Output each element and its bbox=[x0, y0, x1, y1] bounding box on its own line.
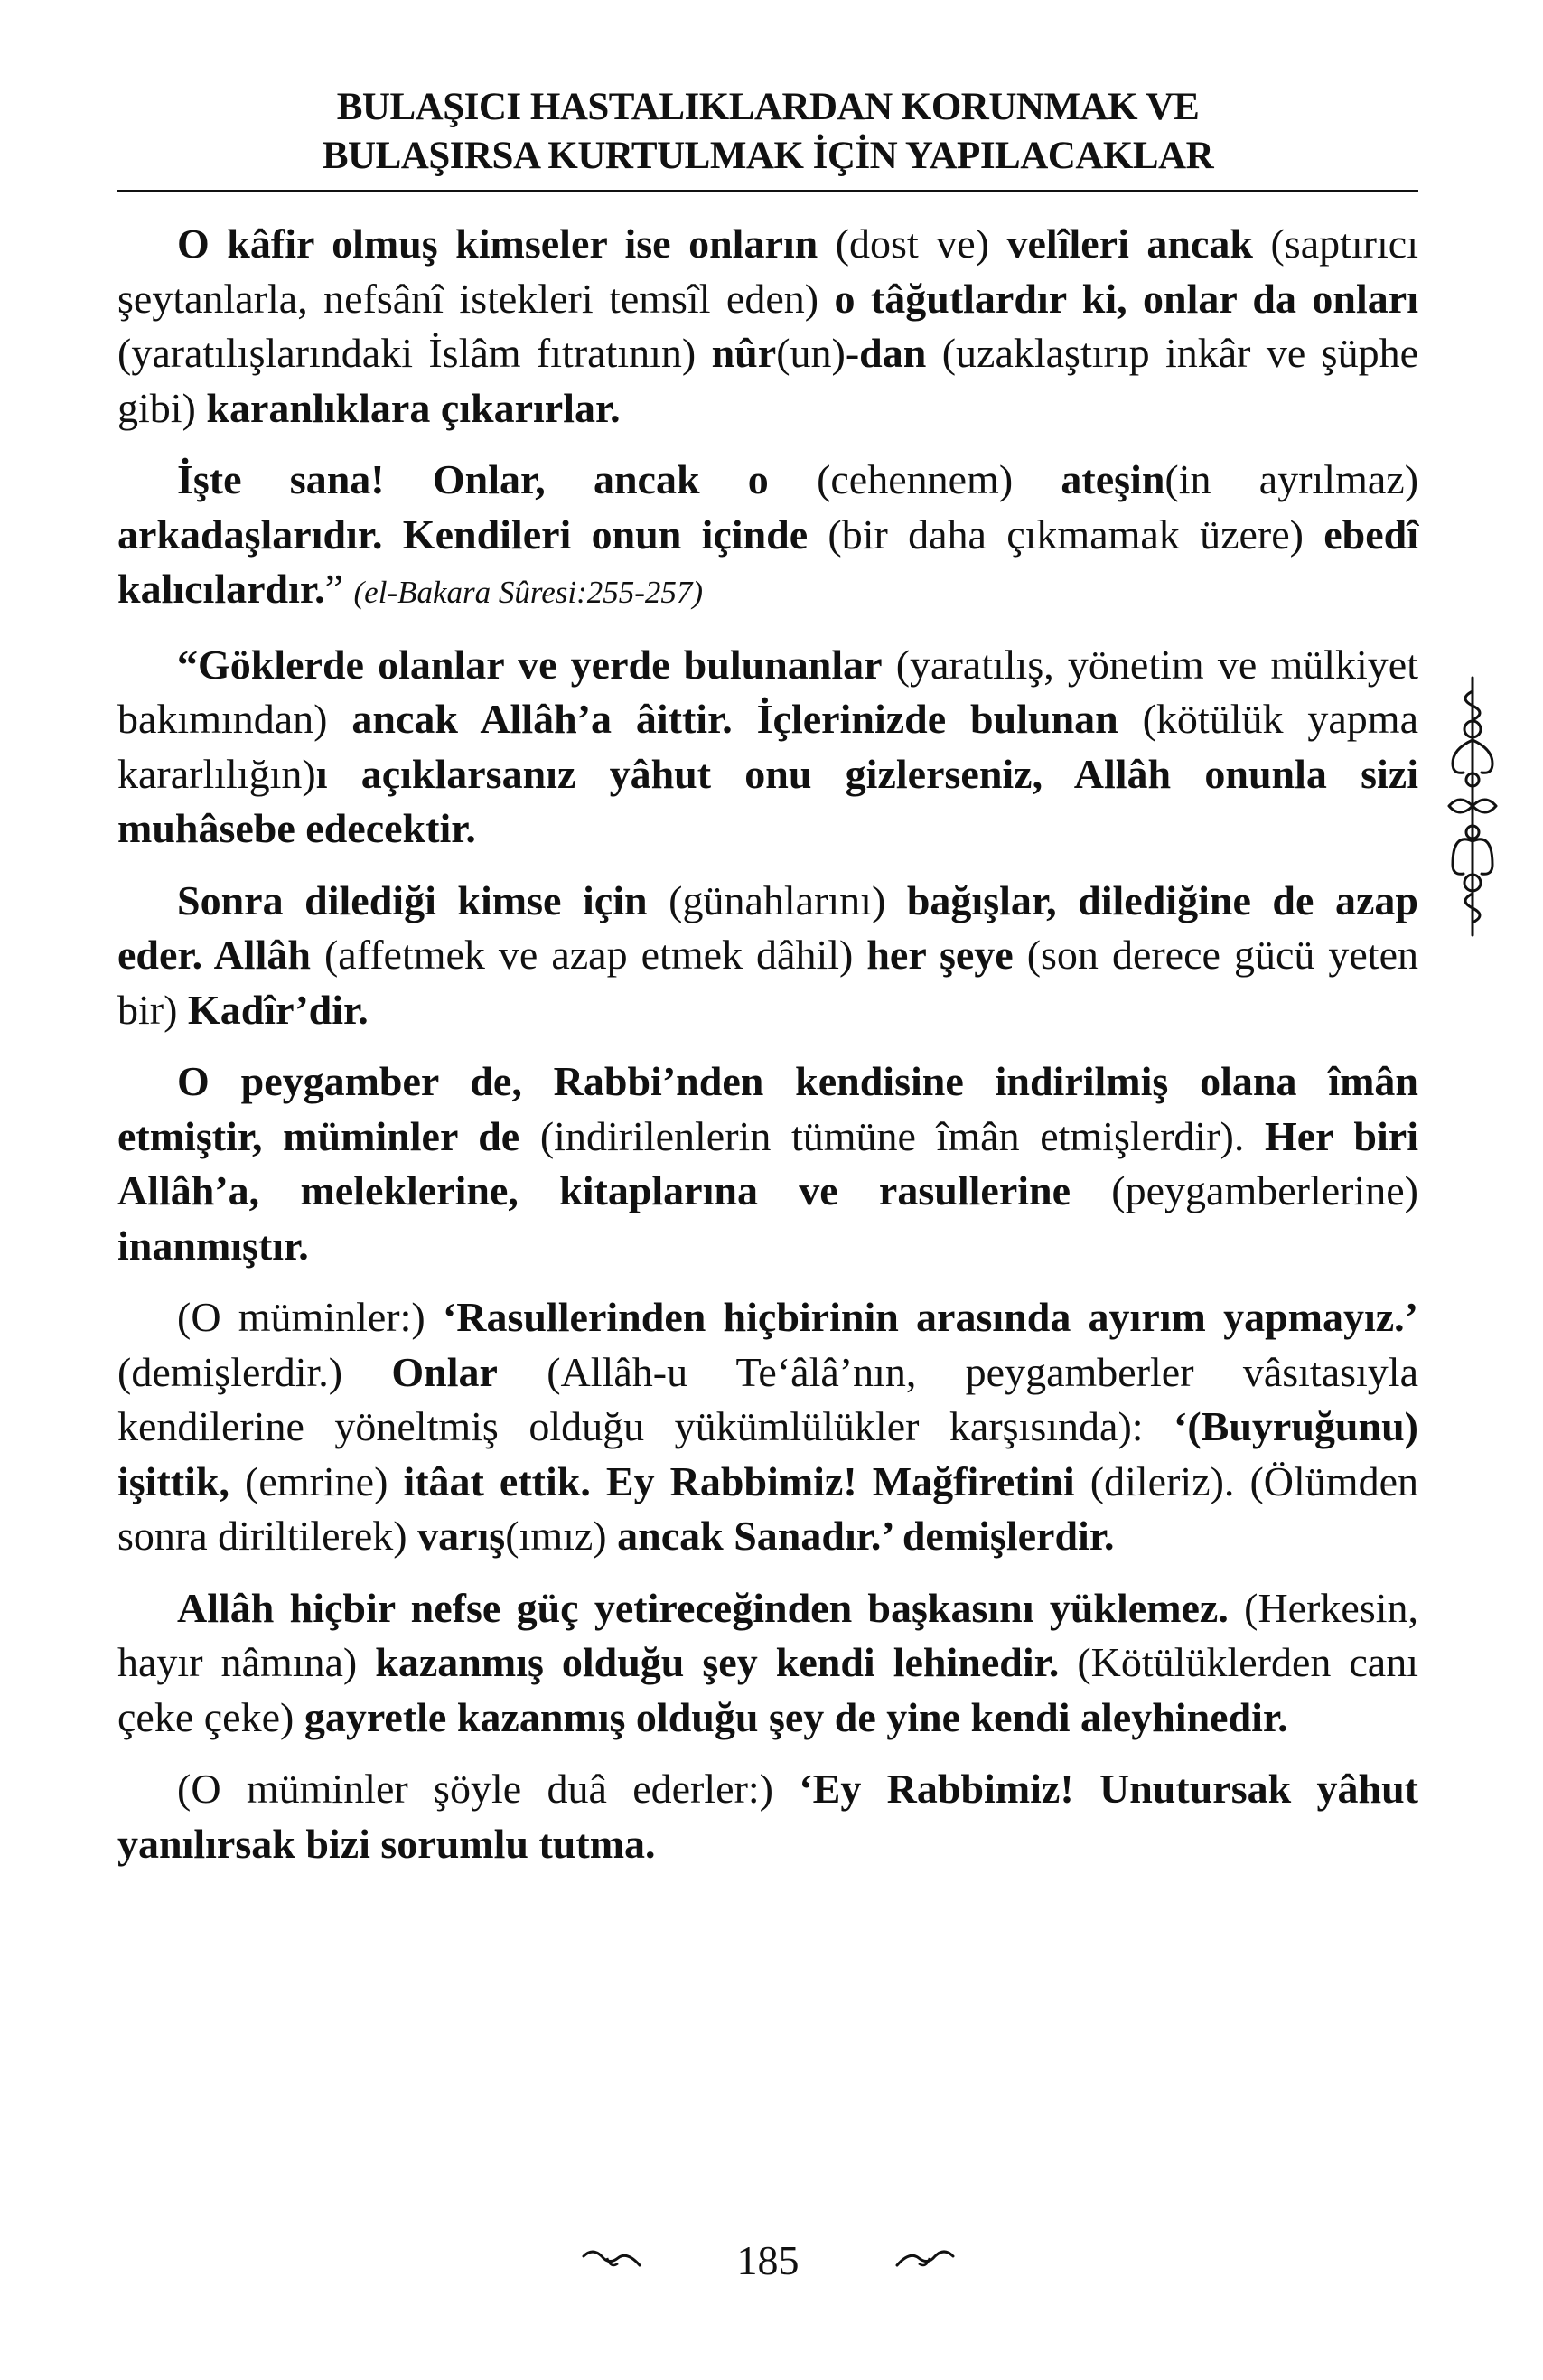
text-run: (Kötülüklerden canı çeke çeke) bbox=[117, 1639, 1419, 1740]
page-body bbox=[117, 217, 1418, 1871]
bold-text-run: inanmıştır. bbox=[117, 1222, 309, 1269]
paragraph bbox=[117, 217, 1418, 436]
text-run: (günahlarını) bbox=[647, 876, 907, 923]
text-run: (affetmek ve azap etmek dâhil) bbox=[310, 932, 867, 978]
bold-text-run: dan bbox=[859, 330, 927, 376]
text-run: (indirilenlerin tümüne îmân etmişlerdir). bbox=[519, 1112, 1265, 1159]
bold-text-run: Kadîr’dir. bbox=[187, 986, 369, 1033]
text-run: (peygamberlerine) bbox=[1071, 1167, 1418, 1213]
right-flourish-icon bbox=[893, 2245, 957, 2276]
bold-text-run: o tâğutlardır ki, onlar da onları bbox=[834, 275, 1418, 322]
bold-text-run: varış bbox=[417, 1513, 506, 1559]
paragraph bbox=[117, 1054, 1418, 1273]
text-run: (emrine) bbox=[229, 1457, 404, 1504]
bold-text-run: arkadaşlarıdır. Kendileri onun içinde bbox=[117, 511, 809, 558]
margin-ornament-icon bbox=[1436, 673, 1509, 940]
header-line-1: BULAŞICI HASTALIKLARDAN KORUNMAK VE bbox=[336, 86, 1200, 128]
paragraph bbox=[117, 638, 1418, 857]
text-run: (in ayrılmaz) bbox=[1164, 456, 1419, 502]
page-number: 185 bbox=[736, 2237, 800, 2283]
header-divider bbox=[117, 190, 1418, 192]
bold-text-run: ateşin bbox=[1061, 456, 1165, 502]
text-run: (saptırıcı şeytanlarla, nefsânî istekleri temsîl eden) bbox=[117, 220, 1418, 322]
text-run: (O müminler:) bbox=[177, 1294, 443, 1340]
running-header bbox=[117, 83, 1418, 181]
bold-text-run: ancak Allâh’a âittir. İçlerinizde bulunan bbox=[351, 696, 1118, 742]
text-run: (Allâh-u Te‘âlâ’nın, peygamberler vâsıtasıyla kendilerine yöneltmiş olduğu yükümlülükler karşısında): bbox=[117, 1348, 1418, 1449]
bold-text-run: ebedî kalıcılardır. bbox=[117, 511, 1419, 612]
text-run: (yaratılışlarındaki İslâm fıtratının) bbox=[117, 330, 712, 376]
bold-text-run: Allâh hiçbir nefse güç yetireceğinden başkasını yüklemez. bbox=[177, 1584, 1229, 1631]
bold-text-run: O peygamber de, Rabbi’nden kendisine indirilmiş olana îmân etmiştir, müminler de bbox=[117, 1058, 1418, 1159]
paragraph bbox=[117, 874, 1418, 1038]
text-run: (un)- bbox=[776, 330, 860, 376]
header-line-2: BULAŞIRSA KURTULMAK İÇİN YAPILACAKLAR bbox=[322, 135, 1214, 177]
text-run: (O müminler şöyle duâ ederler:) bbox=[177, 1766, 800, 1812]
text-run: (dileriz). (Ölümden sonra diriltilerek) bbox=[117, 1457, 1418, 1559]
bold-text-run: “Göklerde olanlar ve yerde bulunanlar bbox=[177, 641, 883, 688]
text-run: (yaratılış, yönetim ve mülkiyet bakımından) bbox=[117, 641, 1418, 742]
bold-text-run: karanlıklara çıkarırlar. bbox=[206, 384, 621, 431]
bold-text-run: nûr bbox=[711, 330, 777, 376]
bold-text-run: ancak Sanadır.’ demişlerdir. bbox=[617, 1513, 1115, 1559]
paragraph bbox=[117, 453, 1418, 621]
bold-text-run: Onlar bbox=[391, 1348, 498, 1395]
citation-text: (el-Bakara Sûresi:255-257) bbox=[353, 575, 704, 610]
bold-text-run: gayretle kazanmış olduğu şey de yine kendi aleyhinedir. bbox=[304, 1693, 1288, 1740]
bold-text-run: itâat ettik. Ey Rabbimiz! Mağfiretini bbox=[403, 1457, 1075, 1504]
text-run: (cehennem) bbox=[768, 456, 1061, 502]
bold-text-run: ‘Ey Rabbimiz! Unutursak yâhut yanılırsak bizi sorumlu tutma. bbox=[117, 1766, 1418, 1867]
bold-text-run: bağışlar, dilediğine de azap eder. Allâh bbox=[117, 876, 1418, 978]
bold-text-run: O kâfir olmuş kimseler ise onların bbox=[177, 220, 818, 267]
text-run: (kötülük yapma kararlılığın) bbox=[117, 696, 1418, 797]
text-run: (ımız) bbox=[505, 1513, 618, 1559]
bold-text-run: ı açıklarsanız yâhut onu gizlerseniz, Allâh onunla sizi muhâsebe edecektir. bbox=[117, 750, 1418, 851]
text-run: (son derece gücü yeten bir) bbox=[117, 932, 1418, 1033]
text-run: (dost ve) bbox=[818, 220, 1007, 267]
bold-text-run: ‘(Buyruğunu) işittik, bbox=[117, 1403, 1418, 1504]
text-run: ” bbox=[324, 566, 354, 612]
bold-text-run: Her biri Allâh’a, meleklerine, kitaplarına ve rasullerine bbox=[117, 1112, 1418, 1213]
bold-text-run: velîleri ancak bbox=[1006, 220, 1253, 267]
paragraph bbox=[117, 1290, 1418, 1564]
text-run: (uzaklaştırıp inkâr ve şüphe gibi) bbox=[117, 330, 1418, 431]
text-run: (bir daha çıkmamak üzere) bbox=[808, 511, 1324, 558]
paragraph bbox=[117, 1581, 1418, 1746]
page-footer bbox=[117, 2236, 1418, 2291]
bold-text-run: her şeye bbox=[866, 932, 1014, 978]
left-flourish-icon bbox=[580, 2245, 643, 2276]
bold-text-run: ‘Rasullerinden hiçbirinin arasında ayırım yapmayız.’ bbox=[442, 1294, 1418, 1340]
bold-text-run: İşte sana! Onlar, ancak o bbox=[177, 456, 769, 502]
bold-text-run: Sonra dilediği kimse için bbox=[177, 876, 648, 923]
text-run: (Herkesin, hayır nâmına) bbox=[117, 1584, 1418, 1685]
paragraph bbox=[117, 1762, 1418, 1871]
bold-text-run: kazanmış olduğu şey kendi lehinedir. bbox=[375, 1639, 1060, 1685]
text-run: (demişlerdir.) bbox=[117, 1348, 392, 1395]
